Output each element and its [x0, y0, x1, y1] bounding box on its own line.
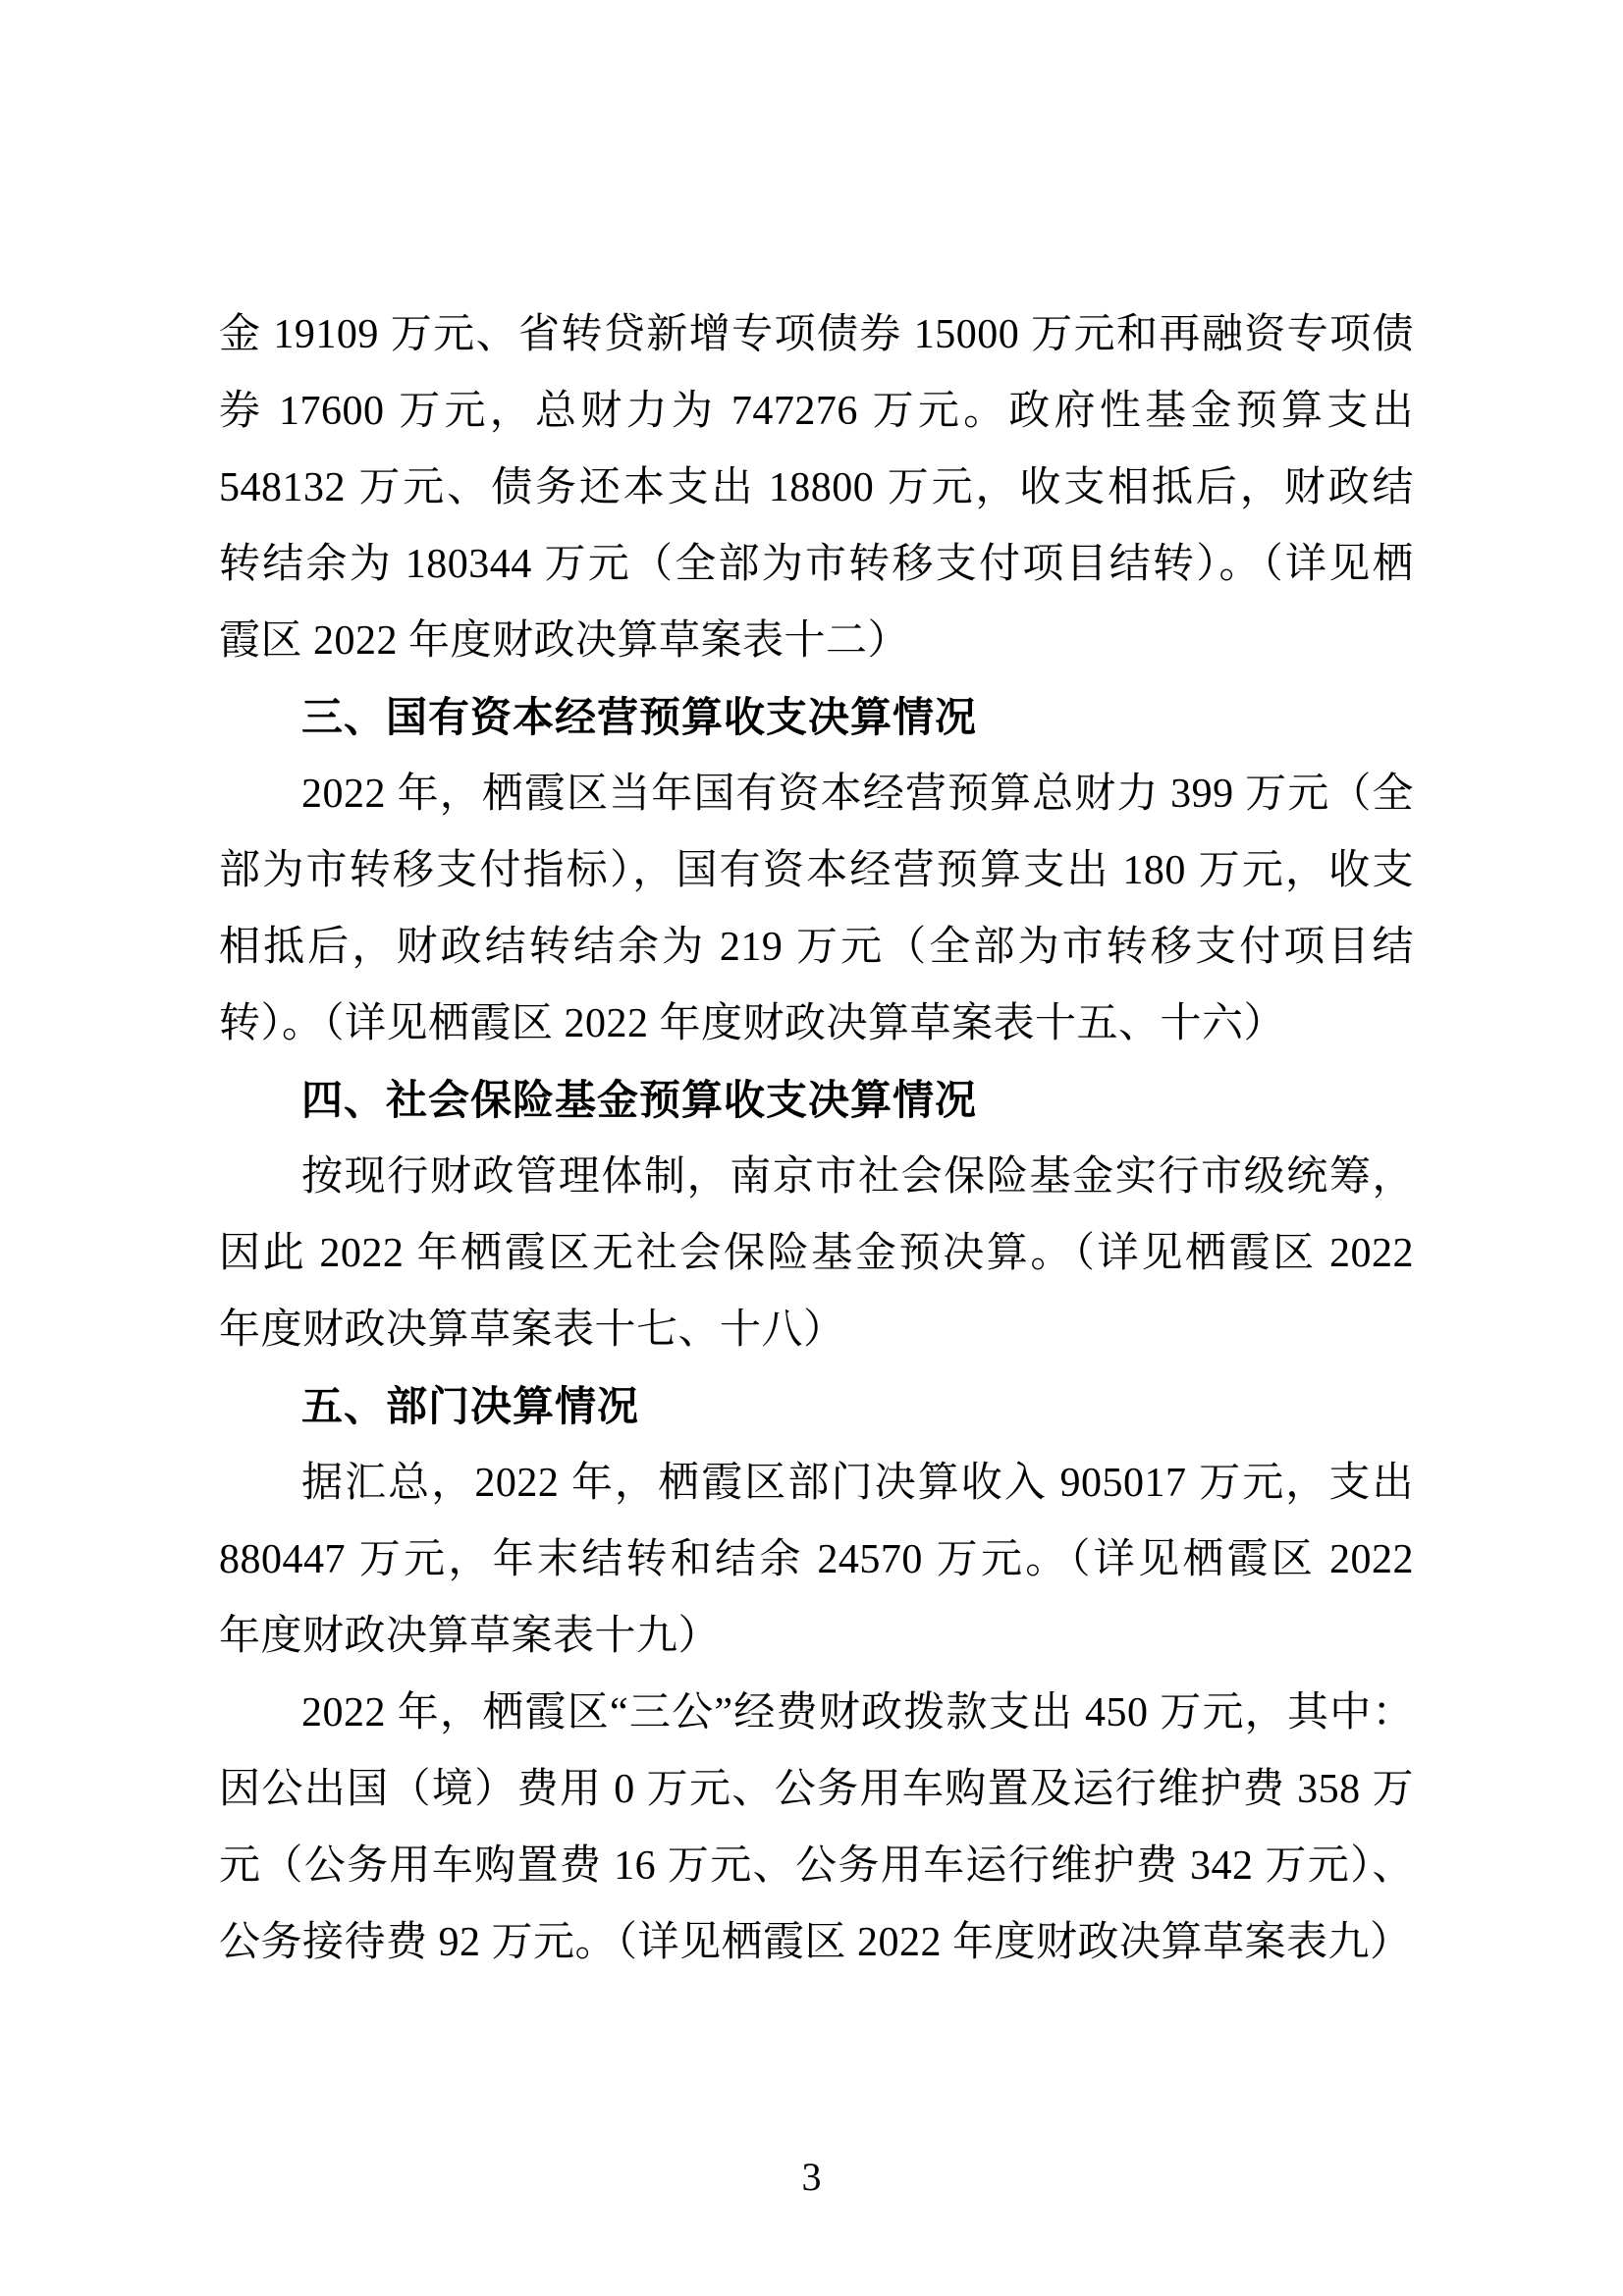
section-heading — [219, 1062, 1414, 1139]
page-number: 3 — [801, 2155, 822, 2199]
text-line: 转结余为 180344 万元（全部为市转移支付项目结转）。（详见栖 — [219, 542, 1414, 587]
text-line: 因此 2022 年栖霞区无社会保险基金预决算。（详见栖霞区 2022 — [219, 1231, 1414, 1276]
text-line: 霞区 2022 年度财政决算草案表十二） — [219, 618, 910, 664]
text-line: 年度财政决算草案表十七、十八） — [219, 1308, 845, 1353]
heading-line: 五、部门决算情况 — [301, 1383, 640, 1429]
paragraph — [219, 296, 1414, 679]
paragraph — [219, 1139, 1414, 1368]
section-heading — [219, 1368, 1414, 1445]
text-line: 2022 年，栖霞区当年国有资本经营预算总财力 399 万元（全 — [301, 772, 1414, 817]
text-line: 部为市转移支付指标），国有资本经营预算支出 180 万元，收支 — [219, 848, 1414, 893]
text-line: 按现行财政管理体制，南京市社会保险基金实行市级统筹， — [301, 1154, 1414, 1200]
heading-line: 四、社会保险基金预算收支决算情况 — [301, 1077, 978, 1123]
paragraph — [219, 756, 1414, 1062]
text-line: 元（公务用车购置费 16 万元、公务用车运行维护费 342 万元）、 — [219, 1843, 1414, 1889]
text-line: 公务接待费 92 万元。（详见栖霞区 2022 年度财政决算草案表九） — [219, 1920, 1412, 1965]
heading-line: 三、国有资本经营预算收支决算情况 — [301, 694, 978, 740]
text-line: 相抵后，财政结转结余为 219 万元（全部为市转移支付项目结 — [219, 925, 1414, 970]
text-line: 券 17600 万元，总财力为 747276 万元。政府性基金预算支出 — [219, 389, 1414, 434]
section-heading — [219, 679, 1414, 756]
text-line: 转）。（详见栖霞区 2022 年度财政决算草案表十五、十六） — [219, 1001, 1286, 1046]
text-line: 因公出国（境）费用 0 万元、公务用车购置及运行维护费 358 万 — [219, 1767, 1414, 1812]
paragraph — [219, 1445, 1414, 1675]
text-line: 年度财政决算草案表十九） — [219, 1614, 721, 1659]
text-line: 金 19109 万元、省转贷新增专项债券 15000 万元和再融资专项债 — [219, 312, 1414, 357]
text-line: 880447 万元，年末结转和结余 24570 万元。（详见栖霞区 2022 — [219, 1537, 1414, 1582]
document-body — [219, 296, 1414, 1981]
paragraph — [219, 1675, 1414, 1981]
text-line: 548132 万元、债务还本支出 18800 万元，收支相抵后，财政结 — [219, 465, 1414, 510]
text-line: 据汇总，2022 年，栖霞区部门决算收入 905017 万元，支出 — [301, 1461, 1414, 1506]
text-line: 2022 年，栖霞区“三公”经费财政拨款支出 450 万元，其中： — [301, 1690, 1414, 1735]
